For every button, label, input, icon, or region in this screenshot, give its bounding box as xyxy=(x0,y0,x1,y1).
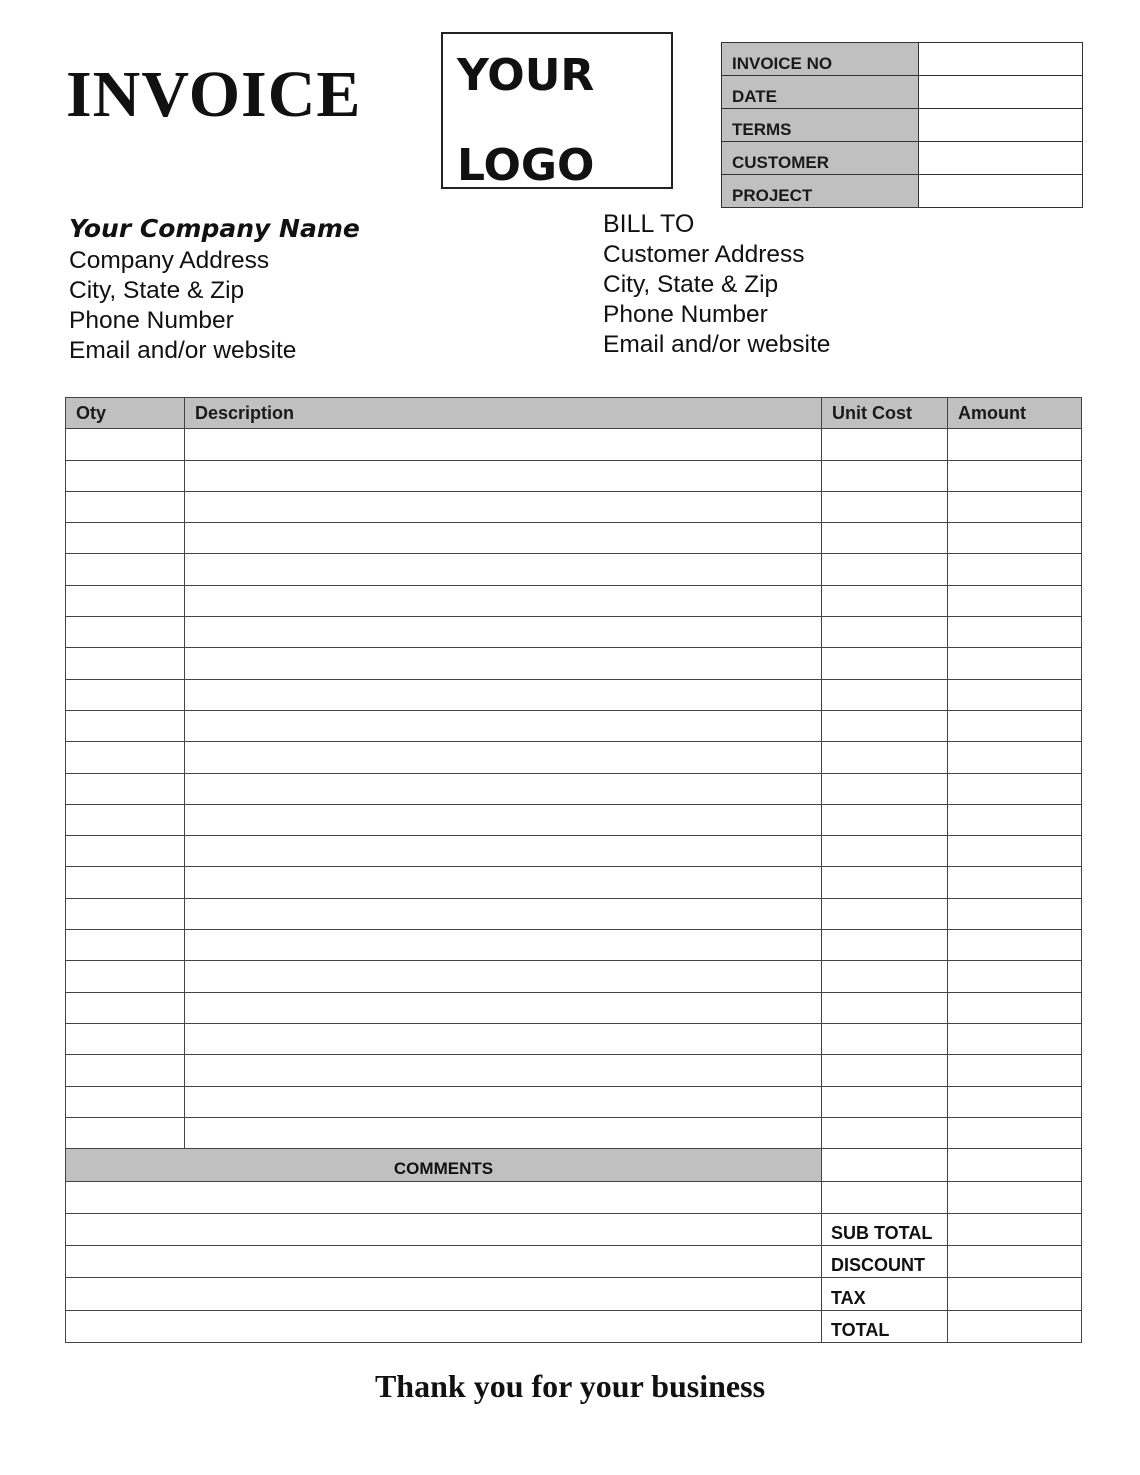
company-email: Email and/or website xyxy=(69,337,297,364)
amount-cell[interactable] xyxy=(948,585,1082,616)
amount-cell[interactable] xyxy=(948,836,1082,867)
description-cell[interactable] xyxy=(185,1023,822,1054)
bill-to-city: City, State & Zip xyxy=(603,271,779,298)
description-cell[interactable] xyxy=(185,804,822,835)
line-item-row xyxy=(66,742,1082,773)
qty-cell[interactable] xyxy=(66,1023,185,1054)
amount-cell[interactable] xyxy=(948,898,1082,929)
description-cell[interactable] xyxy=(185,523,822,554)
line-item-row xyxy=(66,1023,1082,1054)
qty-cell[interactable] xyxy=(66,836,185,867)
qty-cell[interactable] xyxy=(66,585,185,616)
amount-cell[interactable] xyxy=(948,679,1082,710)
subtotal-label: SUB TOTAL xyxy=(822,1213,948,1245)
unit-cost-cell[interactable] xyxy=(822,992,948,1023)
description-cell[interactable] xyxy=(185,617,822,648)
qty-cell[interactable] xyxy=(66,804,185,835)
bill-to-info xyxy=(603,208,830,360)
qty-cell[interactable] xyxy=(66,1086,185,1117)
description-cell[interactable] xyxy=(185,491,822,522)
unit-cost-header: Unit Cost xyxy=(822,398,948,429)
line-items-table xyxy=(65,397,1082,1343)
unit-cost-cell[interactable] xyxy=(822,1182,948,1213)
unit-cost-cell[interactable] xyxy=(822,1117,948,1148)
line-item-row xyxy=(66,1117,1082,1148)
line-item-row xyxy=(66,961,1082,992)
terms-field[interactable] xyxy=(919,109,1083,142)
comments-row xyxy=(66,1182,1082,1213)
line-item-row xyxy=(66,930,1082,961)
comments-header-row xyxy=(66,1149,1082,1182)
description-cell[interactable] xyxy=(185,1055,822,1086)
amount-cell[interactable] xyxy=(948,460,1082,491)
invoice-title: INVOICE xyxy=(66,58,362,131)
amount-cell[interactable] xyxy=(948,867,1082,898)
amount-cell[interactable] xyxy=(948,773,1082,804)
unit-cost-cell[interactable] xyxy=(822,523,948,554)
qty-cell[interactable] xyxy=(66,460,185,491)
meta-label: CUSTOMER xyxy=(722,142,919,175)
bill-to-heading: BILL TO xyxy=(603,210,695,238)
comments-line[interactable] xyxy=(66,1278,822,1310)
line-item-row xyxy=(66,1055,1082,1086)
invoice-meta-table xyxy=(721,42,1083,208)
unit-cost-cell[interactable] xyxy=(822,679,948,710)
amount-cell[interactable] xyxy=(948,491,1082,522)
qty-cell[interactable] xyxy=(66,773,185,804)
amount-cell[interactable] xyxy=(948,429,1082,460)
amount-cell[interactable] xyxy=(948,1149,1082,1182)
description-cell[interactable] xyxy=(185,1086,822,1117)
meta-label: TERMS xyxy=(722,109,919,142)
meta-row-date xyxy=(722,76,1083,109)
qty-cell[interactable] xyxy=(66,491,185,522)
amount-cell[interactable] xyxy=(948,710,1082,741)
discount-field[interactable] xyxy=(948,1246,1082,1278)
unit-cost-cell[interactable] xyxy=(822,491,948,522)
date-field[interactable] xyxy=(919,76,1083,109)
qty-cell[interactable] xyxy=(66,710,185,741)
bill-to-address: Customer Address xyxy=(603,241,805,268)
line-item-row xyxy=(66,679,1082,710)
unit-cost-cell[interactable] xyxy=(822,617,948,648)
meta-row-project xyxy=(722,175,1083,208)
meta-label: INVOICE NO xyxy=(722,43,919,76)
line-item-row xyxy=(66,585,1082,616)
description-cell[interactable] xyxy=(185,648,822,679)
unit-cost-cell[interactable] xyxy=(822,1055,948,1086)
comments-line[interactable] xyxy=(66,1246,822,1278)
line-item-row xyxy=(66,836,1082,867)
description-cell[interactable] xyxy=(185,1117,822,1148)
description-cell[interactable] xyxy=(185,773,822,804)
company-phone: Phone Number xyxy=(69,307,234,334)
amount-cell[interactable] xyxy=(948,930,1082,961)
tax-field[interactable] xyxy=(948,1278,1082,1310)
unit-cost-cell[interactable] xyxy=(822,1023,948,1054)
meta-row-terms xyxy=(722,109,1083,142)
unit-cost-cell[interactable] xyxy=(822,460,948,491)
discount-row xyxy=(66,1246,1082,1278)
unit-cost-cell[interactable] xyxy=(822,961,948,992)
unit-cost-cell[interactable] xyxy=(822,710,948,741)
amount-header: Amount xyxy=(948,398,1082,429)
description-cell[interactable] xyxy=(185,429,822,460)
logo-placeholder xyxy=(441,32,673,189)
amount-cell[interactable] xyxy=(948,961,1082,992)
qty-cell[interactable] xyxy=(66,523,185,554)
description-header: Description xyxy=(185,398,822,429)
qty-cell[interactable] xyxy=(66,648,185,679)
customer-field[interactable] xyxy=(919,142,1083,175)
comments-line[interactable] xyxy=(66,1182,822,1213)
description-cell[interactable] xyxy=(185,898,822,929)
logo-line-1: YOUR xyxy=(457,50,595,101)
line-item-row xyxy=(66,867,1082,898)
line-item-row xyxy=(66,460,1082,491)
unit-cost-cell[interactable] xyxy=(822,773,948,804)
company-address: Company Address xyxy=(69,247,270,274)
amount-cell[interactable] xyxy=(948,742,1082,773)
unit-cost-cell[interactable] xyxy=(822,742,948,773)
total-label: TOTAL xyxy=(822,1310,948,1342)
description-cell[interactable] xyxy=(185,992,822,1023)
discount-label: DISCOUNT xyxy=(822,1246,948,1278)
description-cell[interactable] xyxy=(185,710,822,741)
amount-cell[interactable] xyxy=(948,1023,1082,1054)
amount-cell[interactable] xyxy=(948,804,1082,835)
qty-cell[interactable] xyxy=(66,898,185,929)
qty-cell[interactable] xyxy=(66,992,185,1023)
qty-cell[interactable] xyxy=(66,867,185,898)
amount-cell[interactable] xyxy=(948,1086,1082,1117)
qty-cell[interactable] xyxy=(66,679,185,710)
qty-cell[interactable] xyxy=(66,429,185,460)
qty-cell[interactable] xyxy=(66,554,185,585)
line-item-row xyxy=(66,554,1082,585)
amount-cell[interactable] xyxy=(948,617,1082,648)
items-body xyxy=(66,429,1082,1343)
amount-cell[interactable] xyxy=(948,523,1082,554)
subtotal-row xyxy=(66,1213,1082,1245)
unit-cost-cell[interactable] xyxy=(822,1086,948,1117)
qty-cell[interactable] xyxy=(66,930,185,961)
line-item-row xyxy=(66,617,1082,648)
qty-cell[interactable] xyxy=(66,1055,185,1086)
amount-cell[interactable] xyxy=(948,1055,1082,1086)
unit-cost-cell[interactable] xyxy=(822,836,948,867)
company-city: City, State & Zip xyxy=(69,277,245,304)
description-cell[interactable] xyxy=(185,961,822,992)
line-item-row xyxy=(66,429,1082,460)
qty-cell[interactable] xyxy=(66,742,185,773)
unit-cost-cell[interactable] xyxy=(822,898,948,929)
company-name: Your Company Name xyxy=(69,214,360,243)
amount-cell[interactable] xyxy=(948,1117,1082,1148)
tax-row xyxy=(66,1278,1082,1310)
line-item-row xyxy=(66,710,1082,741)
description-cell[interactable] xyxy=(185,742,822,773)
amount-cell[interactable] xyxy=(948,554,1082,585)
total-row xyxy=(66,1310,1082,1342)
thank-you-note: Thank you for your business xyxy=(374,1368,766,1404)
description-cell[interactable] xyxy=(185,836,822,867)
unit-cost-cell[interactable] xyxy=(822,648,948,679)
unit-cost-cell[interactable] xyxy=(822,429,948,460)
description-cell[interactable] xyxy=(185,930,822,961)
comments-heading: COMMENTS xyxy=(66,1149,822,1182)
line-item-row xyxy=(66,491,1082,522)
items-header-row xyxy=(66,398,1082,429)
line-item-row xyxy=(66,898,1082,929)
invoice-no-field[interactable] xyxy=(919,43,1083,76)
logo-line-2: LOGO xyxy=(457,140,595,191)
unit-cost-cell[interactable] xyxy=(822,930,948,961)
line-item-row xyxy=(66,992,1082,1023)
meta-label: DATE xyxy=(722,76,919,109)
qty-header: Oty xyxy=(66,398,185,429)
line-item-row xyxy=(66,804,1082,835)
comments-line[interactable] xyxy=(66,1310,822,1342)
description-cell[interactable] xyxy=(185,460,822,491)
qty-cell[interactable] xyxy=(66,1117,185,1148)
unit-cost-cell[interactable] xyxy=(822,804,948,835)
line-item-row xyxy=(66,523,1082,554)
amount-cell[interactable] xyxy=(948,648,1082,679)
subtotal-field[interactable] xyxy=(948,1213,1082,1245)
unit-cost-cell[interactable] xyxy=(822,867,948,898)
line-item-row xyxy=(66,773,1082,804)
bill-to-email: Email and/or website xyxy=(603,331,831,358)
amount-cell[interactable] xyxy=(948,1182,1082,1213)
unit-cost-cell[interactable] xyxy=(822,554,948,585)
amount-cell[interactable] xyxy=(948,992,1082,1023)
description-cell[interactable] xyxy=(185,585,822,616)
total-field[interactable] xyxy=(948,1310,1082,1342)
description-cell[interactable] xyxy=(185,867,822,898)
bill-to-phone: Phone Number xyxy=(603,301,768,328)
line-item-row xyxy=(66,1086,1082,1117)
meta-row-invoice-no xyxy=(722,43,1083,76)
line-item-row xyxy=(66,648,1082,679)
meta-label: PROJECT xyxy=(722,175,919,208)
tax-label: TAX xyxy=(822,1278,948,1310)
project-field[interactable] xyxy=(919,175,1083,208)
company-info xyxy=(69,212,360,366)
description-cell[interactable] xyxy=(185,554,822,585)
unit-cost-cell[interactable] xyxy=(822,585,948,616)
unit-cost-cell[interactable] xyxy=(822,1149,948,1182)
description-cell[interactable] xyxy=(185,679,822,710)
comments-line[interactable] xyxy=(66,1213,822,1245)
qty-cell[interactable] xyxy=(66,961,185,992)
qty-cell[interactable] xyxy=(66,617,185,648)
meta-row-customer xyxy=(722,142,1083,175)
